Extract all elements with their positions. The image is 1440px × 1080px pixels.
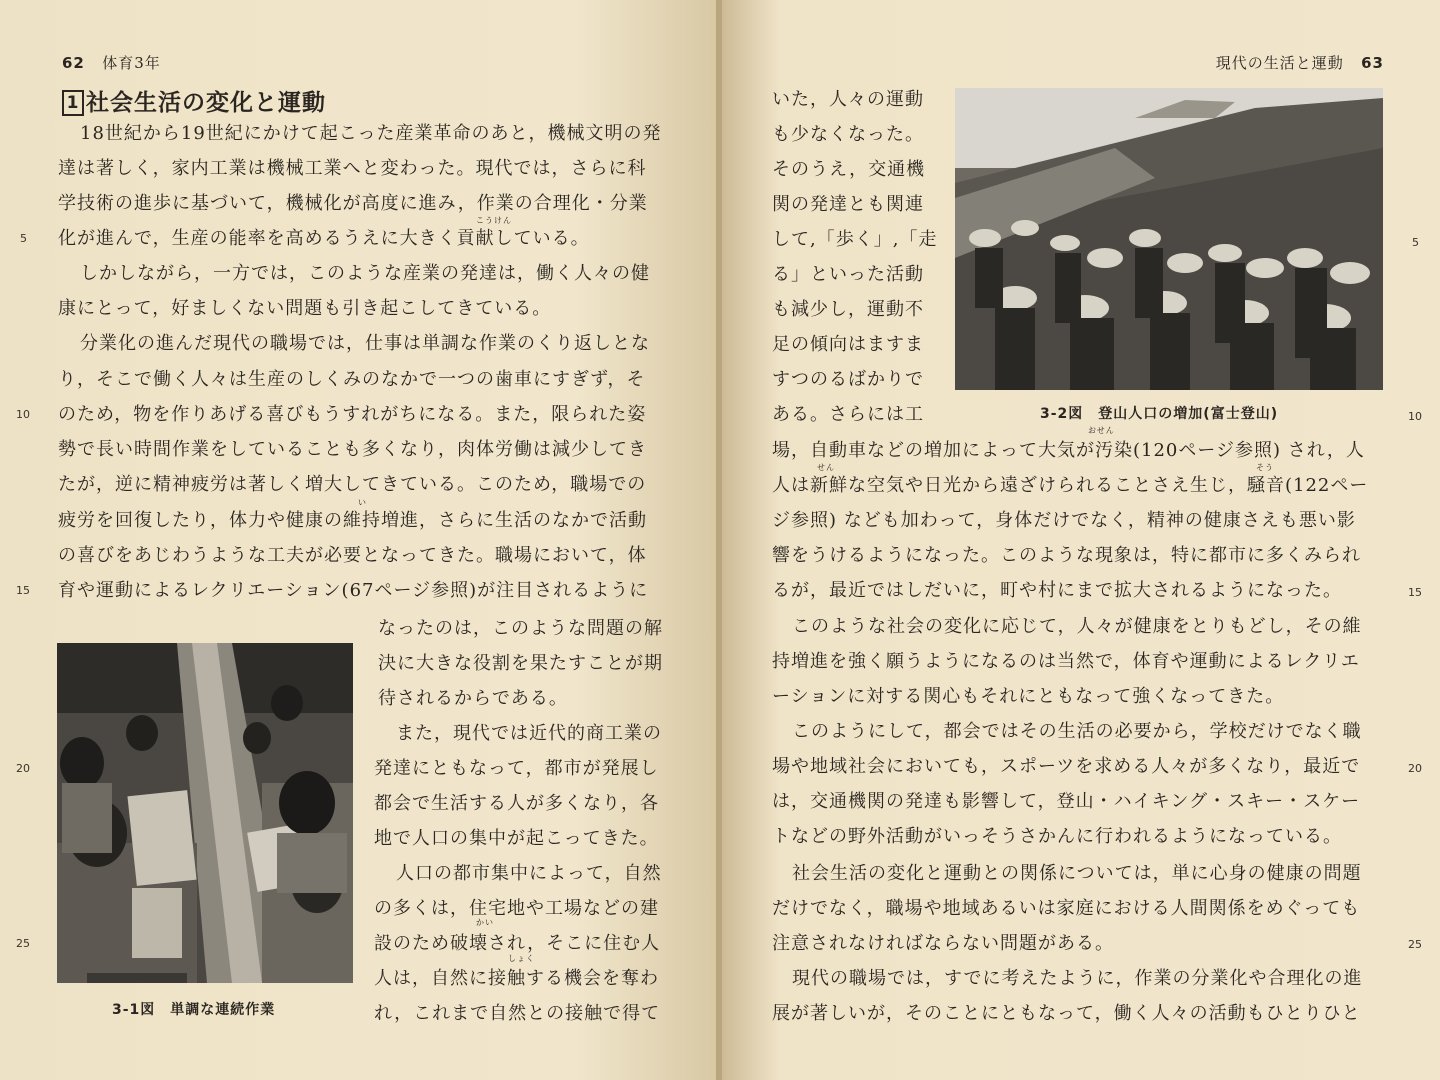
- body-line: 学技術の進歩に基づいて，機械化が高度に進み，作業の合理化・分業: [58, 193, 648, 214]
- figure-caption-3-2: 3-2図 登山人口の増加(富士登山): [1040, 406, 1279, 422]
- right-running-head: [1216, 52, 1384, 73]
- assembly-line-illustration: [57, 643, 353, 983]
- body-line: 場，自動車などの増加によって大気が汚染(120ページ参照) され，人: [772, 440, 1365, 461]
- line-number: 10: [1408, 410, 1422, 423]
- body-line: 決に大きな役割を果たすことが期: [378, 653, 663, 674]
- ruby-text: しょく: [508, 954, 535, 963]
- body-line: 地で人口の集中が起こってきた。: [374, 828, 659, 849]
- mountain-climbing-photo: [955, 88, 1383, 390]
- body-line: 響をうけるようになった。このような現象は，特に都市に多くみられ: [772, 545, 1361, 566]
- body-line: いた，人々の運動: [772, 89, 924, 110]
- body-line: 設のため破壊され，そこに住む人: [374, 933, 661, 954]
- left-page: [0, 0, 718, 1080]
- body-line: トなどの野外活動がいっそうさかんに行われるようになっている。: [772, 826, 1342, 847]
- left-running-title: 体育3年: [102, 54, 161, 72]
- body-line: れ，これまで自然との接触で得て: [374, 1003, 661, 1024]
- body-line: して,「歩く」,「走: [772, 229, 938, 250]
- body-line: ーションに対する関心もそれにともなって強くなってきた。: [772, 686, 1285, 707]
- body-line: 達は著しく，家内工業は機械工業へと変わった。現代では，さらに科: [58, 158, 647, 179]
- body-line: 人口の都市集中によって，自然: [396, 863, 662, 884]
- ruby-text: せん: [817, 463, 835, 472]
- body-line: 社会生活の変化と運動との関係については，単に心身の健康の問題: [792, 863, 1362, 884]
- body-line: 都会で生活する人が多くなり，各: [374, 793, 659, 814]
- body-line: の喜びをあじわうような工夫が必要となってきた。職場において，体: [58, 545, 647, 566]
- line-number: 25: [16, 937, 30, 950]
- ruby-text: こうけん: [476, 216, 512, 225]
- body-line: の多くは，住宅地や工場などの建: [374, 898, 659, 919]
- line-number: 20: [16, 762, 30, 775]
- section-heading: [62, 84, 326, 117]
- body-line: る」といった活動: [772, 264, 924, 285]
- line-number: 5: [20, 232, 27, 245]
- body-line: 疲労を回復したり，体力や健康の維持増進，さらに生活のなかで活動: [58, 510, 647, 531]
- line-number: 15: [1408, 586, 1422, 599]
- body-line: すつのるばかりで: [772, 369, 924, 390]
- ruby-text: そう: [1256, 463, 1274, 472]
- body-line: 人は新鮮な空気や日光から遠ざけられることさえ生じ，騒音(122ペー: [772, 475, 1369, 496]
- body-line: るが，最近ではしだいに，町や村にまで拡大されるようになった。: [772, 580, 1342, 601]
- body-line: たが，逆に精神疲労は著しく増大してきている。このため，職場での: [58, 474, 647, 495]
- body-line: 展が著しいが，そのことにともなって，働く人々の活動もひとりひと: [772, 1003, 1361, 1024]
- line-number: 5: [1412, 236, 1419, 249]
- body-line: 現代の職場では，すでに考えたように，作業の分業化や合理化の進: [792, 968, 1363, 989]
- body-line: 化が進んで，生産の能率を高めるうえに大きく貢献している。: [58, 228, 590, 249]
- assembly-line-photo: [57, 643, 353, 983]
- body-line: なったのは，このような問題の解: [378, 618, 663, 639]
- body-line: そのうえ，交通機: [772, 159, 926, 180]
- line-number: 10: [16, 408, 30, 421]
- line-number: 25: [1408, 938, 1422, 951]
- body-line: のため，物を作りあげる喜びもうすれがちになる。また，限られた姿: [58, 404, 647, 425]
- ruby-text: おせん: [1088, 426, 1115, 435]
- body-line: 分業化の進んだ現代の職場では，仕事は単調な作業のくり返しとな: [80, 333, 650, 354]
- body-line: 持増進を強く願うようになるのは当然で，体育や運動によるレクリエ: [772, 651, 1360, 672]
- right-page-number: 63: [1361, 54, 1384, 72]
- body-line: 発達にともなって，都市が発展し: [374, 758, 659, 779]
- body-line: り，そこで働く人々は生産のしくみのなかで一つの歯車にすぎず，そ: [58, 369, 646, 390]
- body-line: 待されるからである。: [378, 688, 568, 709]
- body-line: 人は，自然に接触する機会を奪わ: [374, 968, 659, 989]
- body-line: また，現代では近代的商工業の: [396, 723, 662, 744]
- body-line: しかしながら，一方では，このような産業の発達は，働く人々の健: [80, 263, 650, 284]
- body-line: だけでなく，職場や地域あるいは家庭における人間関係をめぐっても: [772, 898, 1361, 919]
- section-title: 社会生活の変化と運動: [86, 90, 326, 116]
- ruby-text: い: [358, 498, 367, 507]
- left-running-head: [62, 52, 161, 73]
- body-line: ある。さらには工: [772, 404, 924, 425]
- right-running-title: 現代の生活と運動: [1215, 54, 1344, 72]
- body-line: も減少し，運動不: [772, 299, 924, 320]
- body-line: 育や運動によるレクリエーション(67ページ参照)が注目されるように: [58, 580, 649, 601]
- left-page-number: 62: [62, 54, 85, 72]
- body-line: 場や地域社会においても，スポーツを求める人々が多くなり，最近で: [772, 756, 1361, 777]
- body-line: 注意されなければならない問題がある。: [772, 933, 1114, 954]
- body-line: ジ参照) なども加わって，身体だけでなく，精神の健康さえも悪い影: [772, 510, 1356, 531]
- section-number: 1: [62, 90, 84, 116]
- body-line: 足の傾向はますま: [772, 334, 924, 355]
- mountain-climbers-illustration: [955, 88, 1383, 390]
- body-line: このような社会の変化に応じて，人々が健康をとりもどし，その維: [792, 616, 1362, 637]
- body-line: 18世紀から19世紀にかけて起こった産業革命のあと，機械文明の発: [80, 123, 662, 144]
- body-line: 康にとって，好ましくない問題も引き起こしてきている。: [58, 298, 552, 319]
- line-number: 15: [16, 584, 30, 597]
- body-line: も少なくなった。: [772, 124, 924, 145]
- body-line: このようにして，都会ではその生活の必要から，学校だけでなく職: [792, 721, 1362, 742]
- body-line: 関の発達とも関連: [772, 194, 924, 215]
- body-line: 勢で長い時間作業をしていることも多くなり，肉体労働は減少してき: [58, 439, 647, 460]
- line-number: 20: [1408, 762, 1422, 775]
- body-line: は，交通機関の発達も影響して，登山・ハイキング・スキー・スケー: [772, 791, 1361, 812]
- figure-caption-3-1: 3-1図 単調な連続作業: [112, 1002, 276, 1018]
- right-page: [722, 0, 1440, 1080]
- ruby-text: かい: [476, 918, 494, 927]
